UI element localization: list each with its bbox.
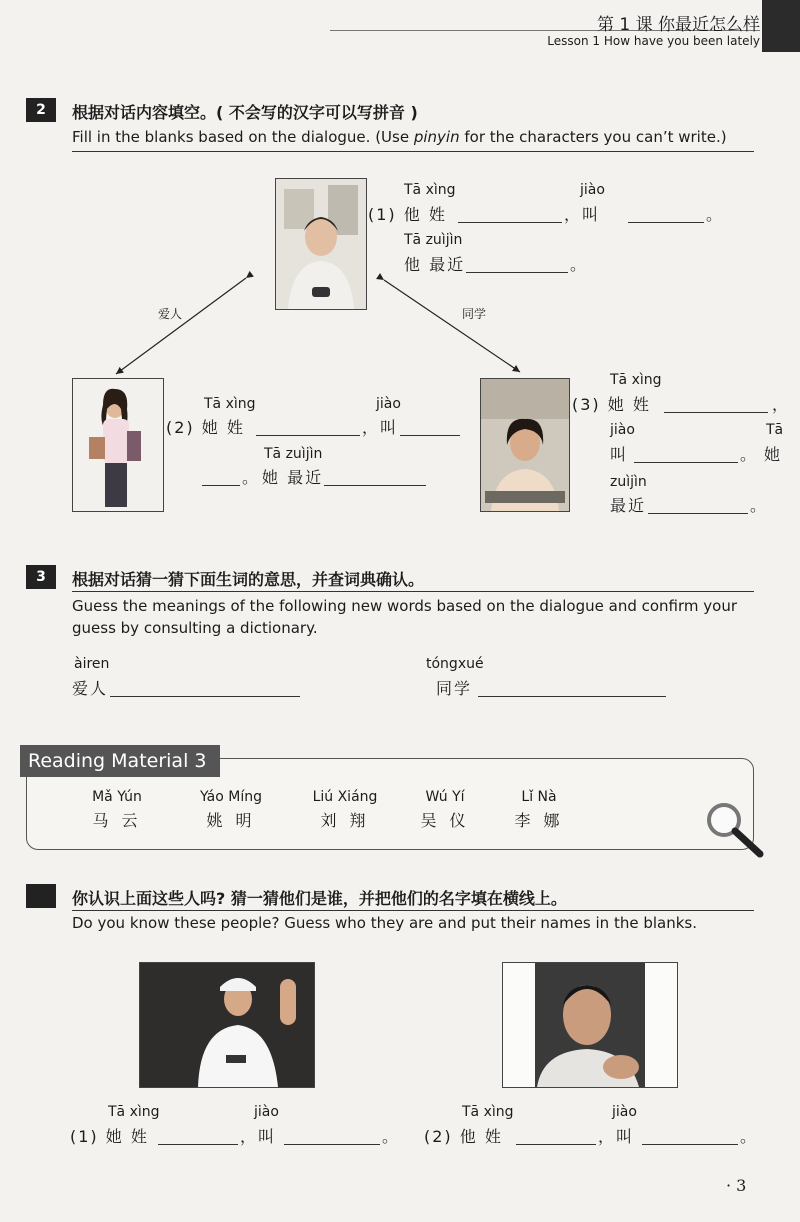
exercise-4-zh-instruction: 你认识上面这些人吗? 猜一猜他们是谁，并把他们的名字填在横线上。 — [72, 889, 567, 908]
p1-pinyin-zuijin: Tā zuìjìn — [404, 232, 463, 248]
word-2-pinyin: tóngxué — [426, 656, 484, 672]
photo-tennis-player — [139, 962, 315, 1088]
p1-pinyin-jiao: jiào — [580, 182, 605, 198]
p3-ta-text: 她 — [764, 445, 783, 464]
p2-name-blank-cont[interactable] — [202, 467, 240, 486]
photo-man — [275, 178, 367, 310]
p1-zuijin-text: 他 最近 — [404, 255, 466, 274]
q1-name-blank[interactable] — [284, 1126, 380, 1145]
classmate-arrow — [384, 280, 520, 372]
lesson-title: 第 1 课 你最近怎么样 — [596, 15, 760, 35]
exercise-2-number: 2 — [26, 98, 56, 122]
name-2-pinyin: Yáo Míng — [200, 789, 262, 805]
word-1-pinyin: àiren — [74, 656, 110, 672]
exercise-2-en-instruction: Fill in the blanks based on the dialogue. (Use pinyin for the characters you can’t write.) — [72, 128, 727, 146]
classmate-label: 同学 — [462, 307, 487, 321]
name-5-chinese: 李 娜 — [514, 811, 564, 830]
businessman-illustration — [503, 963, 677, 1087]
q2-pinyin-jiao: jiào — [612, 1104, 637, 1120]
q1-xing-text: (1) 她 姓 — [70, 1127, 149, 1146]
name-1-pinyin: Mǎ Yún — [92, 789, 142, 805]
p1-surname-blank[interactable] — [458, 204, 562, 223]
p3-period: 。 — [740, 445, 759, 464]
p1-pinyin-xing: Tā xìng — [404, 182, 456, 198]
exercise-3-en-line-1: Guess the meanings of the following new words based on the dialogue and confirm your — [72, 597, 738, 615]
p1-lately-blank[interactable] — [466, 254, 568, 273]
exercise-2-zh-instruction: 根据对话内容填空。( 不会写的汉字可以写拼音 ) — [72, 103, 418, 122]
p2-xing-text: (2) 她 姓 — [166, 418, 245, 437]
p3-pinyin-xing: Tā xìng — [610, 372, 662, 388]
p3-pinyin-zuijin: zuìjìn — [610, 474, 647, 490]
p2-surname-blank[interactable] — [256, 417, 360, 436]
exercise-3-zh-instruction: 根据对话猜一猜下面生词的意思，并查词典确认。 — [72, 570, 425, 589]
word-2-chinese: 同学 — [436, 679, 473, 698]
q1-pinyin-jiao: jiào — [254, 1104, 279, 1120]
q2-period: 。 — [740, 1127, 759, 1146]
name-2-chinese: 姚 明 — [206, 811, 256, 830]
exercise-4-en-instruction: Do you know these people? Guess who they are and put their names in the blanks. — [72, 914, 697, 932]
q1-surname-blank[interactable] — [158, 1126, 238, 1145]
q2-name-blank[interactable] — [642, 1126, 738, 1145]
tennis-player-illustration — [140, 963, 314, 1087]
q1-period: 。 — [382, 1127, 401, 1146]
name-3-pinyin: Liú Xiáng — [312, 789, 378, 805]
p1-xing-text: (1) 他 姓 — [368, 205, 447, 224]
photo-woman-student — [72, 378, 164, 512]
p2-zuijin-text: 她 最近 — [262, 468, 324, 487]
page-number: · 3 — [726, 1176, 747, 1195]
p3-lately-blank[interactable] — [648, 495, 748, 514]
q2-xing-text: (2) 他 姓 — [424, 1127, 503, 1146]
photo-businessman — [502, 962, 678, 1088]
magnifier-icon — [702, 800, 768, 860]
q1-jiao-text: ，叫 — [240, 1127, 277, 1146]
man-illustration — [276, 179, 366, 309]
q2-jiao-text: ，叫 — [598, 1127, 635, 1146]
woman-classmate-illustration — [481, 379, 569, 511]
exercise-3-rule — [72, 591, 754, 592]
p3-period-2: 。 — [750, 496, 769, 515]
word-1-meaning-blank[interactable] — [110, 678, 300, 697]
name-3-chinese: 刘 翔 — [320, 811, 370, 830]
name-5-pinyin: Lǐ Nà — [521, 789, 557, 805]
exercise-4-rule — [72, 910, 754, 911]
name-4-pinyin: Wú Yí — [425, 789, 465, 805]
p3-jiao-text: 叫 — [610, 445, 629, 464]
p2-name-blank[interactable] — [400, 417, 460, 436]
name-1-chinese: 马 云 — [92, 811, 142, 830]
exercise-4-marker — [26, 884, 56, 908]
p3-name-blank[interactable] — [634, 444, 738, 463]
reading-material-label: Reading Material 3 — [20, 745, 220, 777]
p3-pinyin-ta: Tā — [766, 422, 784, 438]
p3-comma: ， — [772, 395, 791, 414]
p3-zuijin-text: 最近 — [610, 496, 647, 515]
p1-jiao-text: ，叫 — [564, 205, 601, 224]
lesson-subtitle: Lesson 1 How have you been lately — [547, 34, 760, 48]
photo-woman-classmate — [480, 378, 570, 512]
p2-pinyin-jiao: jiào — [376, 396, 401, 412]
p1-period-2: 。 — [570, 255, 589, 274]
p1-period: 。 — [706, 205, 725, 224]
q1-pinyin-xing: Tā xìng — [108, 1104, 160, 1120]
word-2-meaning-blank[interactable] — [478, 678, 666, 697]
p2-period: 。 — [242, 468, 261, 487]
p3-surname-blank[interactable] — [664, 394, 768, 413]
q2-surname-blank[interactable] — [516, 1126, 596, 1145]
p3-xing-text: (3) 她 姓 — [572, 395, 651, 414]
word-1-chinese: 爱人 — [72, 679, 109, 698]
p1-name-blank[interactable] — [628, 204, 704, 223]
p2-lately-blank[interactable] — [324, 467, 426, 486]
p2-jiao-text: ，叫 — [362, 418, 399, 437]
spouse-label: 爱人 — [158, 307, 183, 321]
p2-pinyin-zuijin: Tā zuìjìn — [264, 446, 323, 462]
q2-pinyin-xing: Tā xìng — [462, 1104, 514, 1120]
exercise-3-en-line-2: guess by consulting a dictionary. — [72, 619, 318, 637]
p2-pinyin-xing: Tā xìng — [204, 396, 256, 412]
woman-student-illustration — [73, 379, 163, 511]
p3-pinyin-jiao: jiào — [610, 422, 635, 438]
name-4-chinese: 吴 仪 — [420, 811, 470, 830]
spouse-arrow — [116, 278, 246, 374]
exercise-3-number: 3 — [26, 565, 56, 589]
